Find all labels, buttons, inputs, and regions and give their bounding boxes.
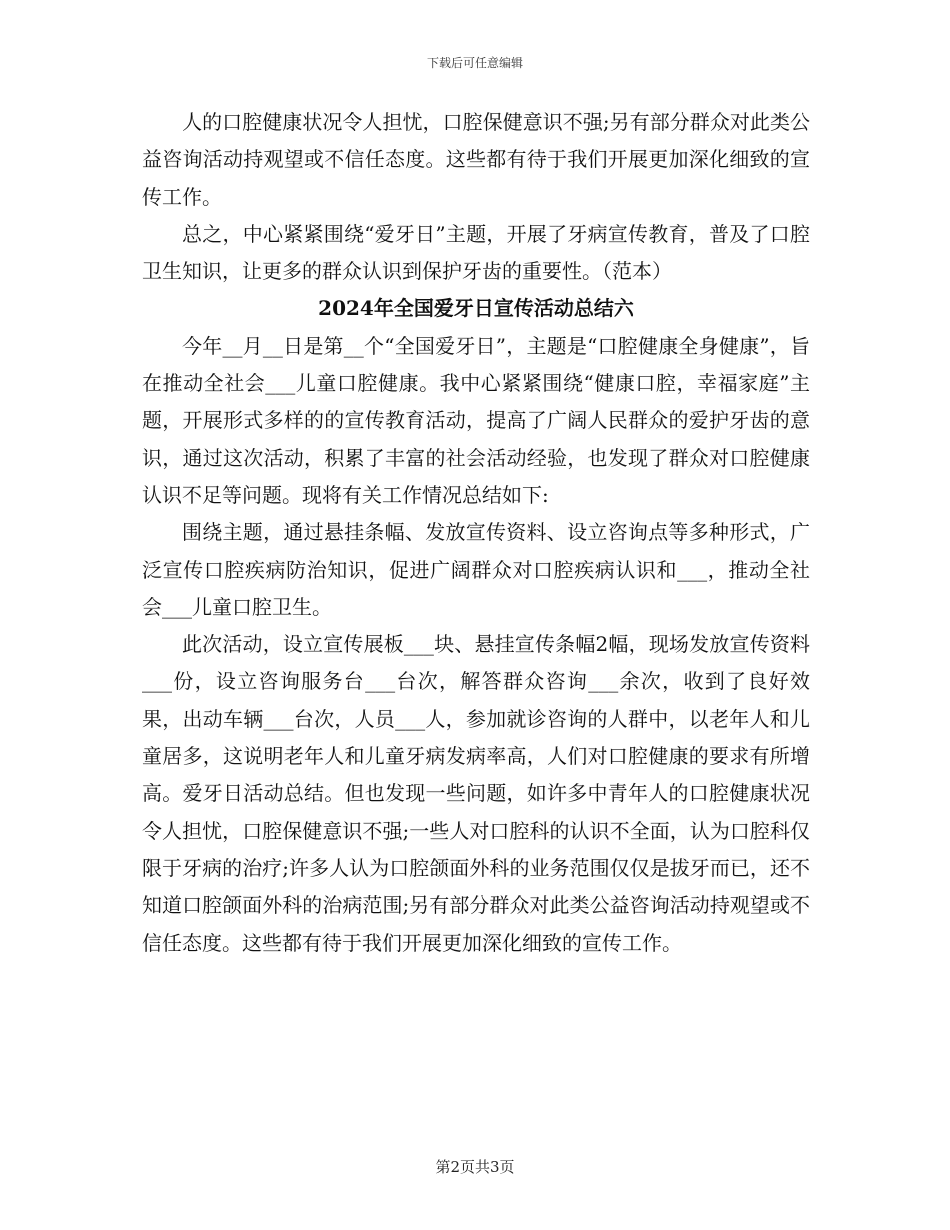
paragraph-activity: 此次活动，设立宣传展板___块、悬挂宣传条幅2幅，现场发放宣传资料___份，设立咨询服务台___台次，解答群众咨询___余次，收到了良好效果，出动车辆___台次，人员___人，参加就诊咨询的人群中，以老年人和儿童居多，这说明老年人和儿童牙病发病率高，人们对口腔健康的要求有所增高。爱牙日活动总结。但也发现一些问题，如许多中青年人的口腔健康状况令人担忧，口腔保健意识不强;一些人对口腔科的认识不全面，认为口腔科仅限于牙病的治疗;许多人认为口腔颌面外科的业务范围仅仅是拔牙而已，还不知道口腔颌面外科的治病范围;另有部分群众对此类公益咨询活动持观望或不信任态度。这些都有待于我们开展更加深化细致的宣传工作。: [142, 632, 810, 955]
document-body: [142, 104, 810, 962]
paragraph-intro: 今年__月__日是第__个“全国爱牙日”，主题是“口腔健康全身健康”，旨在推动全社会___儿童口腔健康。我中心紧紧围绕“健康口腔，幸福家庭”主题，开展形式多样的的宣传教育活动，提高了广阔人民群众的爱护牙齿的意识，通过这次活动，积累了丰富的社会活动经验，也发现了群众对口腔健康认识不足等问题。现将有关工作情况总结如下:: [142, 333, 810, 507]
page-header: 下载后可任意编辑: [426, 56, 523, 70]
paragraph-conclusion: 总之，中心紧紧围绕“爱牙日”主题，开展了牙病宣传教育，普及了口腔卫生知识，让更多的群众认识到保护牙齿的重要性。（范本）: [142, 221, 810, 284]
paragraph-continued: 人的口腔健康状况令人担忧，口腔保健意识不强;另有部分群众对此类公益咨询活动持观望或不信任态度。这些都有待于我们开展更加深化细致的宣传工作。: [142, 110, 810, 209]
paragraph-theme: 围绕主题，通过悬挂条幅、发放宣传资料、设立咨询点等多种形式，广泛宣传口腔疾病防治知识，促进广阔群众对口腔疾病认识和___，推动全社会___儿童口腔卫生。: [142, 520, 810, 619]
page-footer: 第2页共3页: [435, 1158, 515, 1176]
section-title: 2024年全国爱牙日宣传活动总结六: [318, 296, 634, 321]
